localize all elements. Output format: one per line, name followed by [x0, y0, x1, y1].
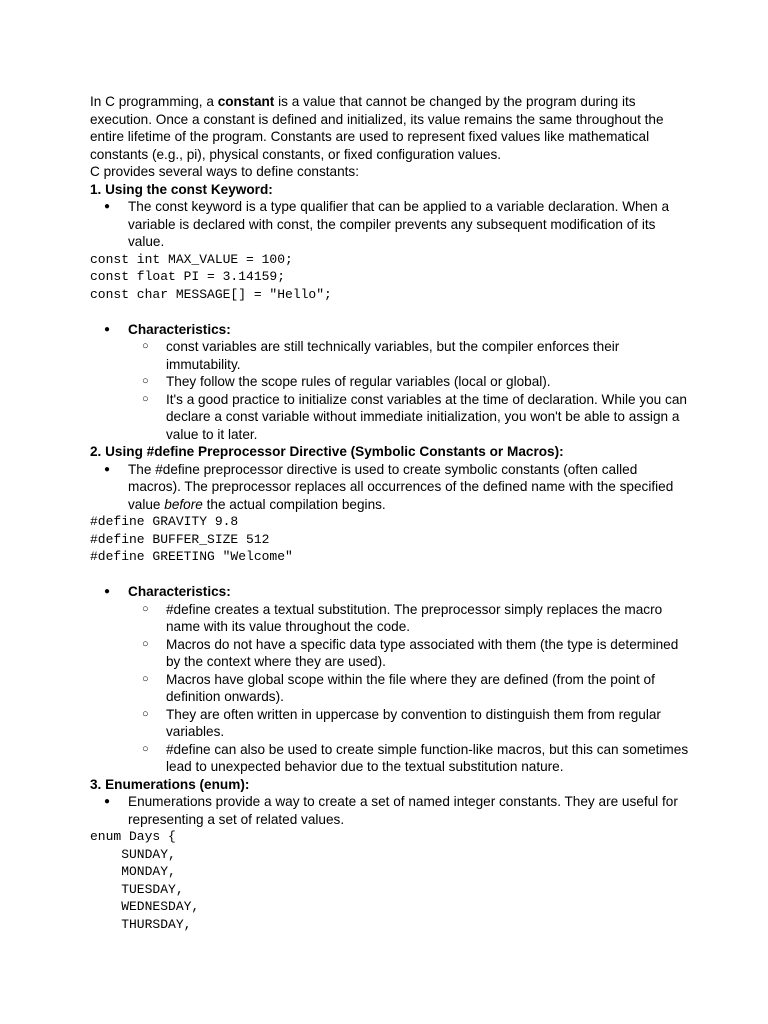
section-1-char-list	[90, 338, 690, 443]
section-2-bullet	[90, 461, 690, 514]
section-2-bullet-text: The #define preprocessor directive is used to create symbolic constants (often called macros). The preprocessor replaces all occurrences of the defined name with the specified value	[128, 461, 674, 512]
section-2-char-label: ● Characteristics:	[90, 583, 690, 601]
section-1-char-item: ○ It's a good practice to initialize const variables at the time of declaration. While you can declare a const variable without immediate initialization, you won't be able to assign a value to it later.	[90, 391, 690, 444]
section-1-char-item: ○ const variables are still technically variables, but the compiler enforces their immutability.	[90, 338, 690, 373]
section-2-characteristics	[90, 583, 690, 601]
section-3-code: enum Days { SUNDAY, MONDAY, TUESDAY, WEDNESDAY, THURSDAY,	[90, 829, 200, 932]
section-2-char-item: ○ #define can also be used to create simple function-like macros, but this can sometimes lead to unexpected behavior due to the textual substitution nature.	[90, 741, 690, 776]
section-2-char-item: ○ Macros do not have a specific data type associated with them (the type is determined by the context where they are used).	[90, 636, 690, 671]
section-1-list	[90, 198, 690, 251]
intro-bold-term: constant	[217, 94, 275, 109]
intro-line-2: C provides several ways to define constants:	[90, 164, 359, 179]
intro-text-start: In C programming, a	[90, 94, 218, 109]
section-1-code: const int MAX_VALUE = 100; const float PI = 3.14159; const char MESSAGE[] = "Hello";	[90, 251, 332, 302]
section-3-heading: 3. Enumerations (enum):	[90, 776, 250, 792]
section-1-char-label: ● Characteristics:	[90, 321, 690, 339]
section-2-bullet-text-end: the actual compilation begins.	[202, 496, 386, 512]
spacer	[90, 566, 690, 584]
section-1-bullet: ● The const keyword is a type qualifier that can be applied to a variable declaration. When a variable is declared with const, the compiler prevents any subsequent modification of its value.	[90, 198, 690, 251]
section-1-char-item: ○ They follow the scope rules of regular variables (local or global).	[90, 373, 690, 391]
section-2-code: #define GRAVITY 9.8 #define BUFFER_SIZE 512 #define GREETING "Welcome"	[90, 514, 293, 564]
section-2-list	[90, 461, 690, 514]
document-content	[90, 93, 690, 933]
section-1-heading: 1. Using the const Keyword:	[90, 181, 273, 197]
section-3-bullet: ● Enumerations provide a way to create a set of named integer constants. They are useful for representing a set of related values.	[90, 793, 690, 828]
section-2-char-item: ○ Macros have global scope within the file where they are defined (from the point of definition onwards).	[90, 671, 690, 706]
section-2-char-item: ○ They are often written in uppercase by convention to distinguish them from regular variables.	[90, 706, 690, 741]
section-2-bullet-emphasis: before	[164, 496, 203, 512]
section-2-char-list	[90, 601, 690, 776]
section-1-characteristics	[90, 321, 690, 339]
section-2-char-item: ○ #define creates a textual substitution. The preprocessor simply replaces the macro name with its value throughout the code.	[90, 601, 690, 636]
intro-text-rest: is a value that cannot be changed by the program during its execution. Once a constant is defined and initialized, its value remains the same throughout the entire lifetime of the program. Constants are used to represent fixed values like mathematical constants (e.g., pi), physical constants, or fixed configuration values.	[90, 94, 664, 162]
spacer	[90, 303, 690, 321]
intro-paragraph	[90, 93, 690, 163]
section-3-list	[90, 793, 690, 828]
section-2-heading: 2. Using #define Preprocessor Directive (Symbolic Constants or Macros):	[90, 444, 564, 459]
